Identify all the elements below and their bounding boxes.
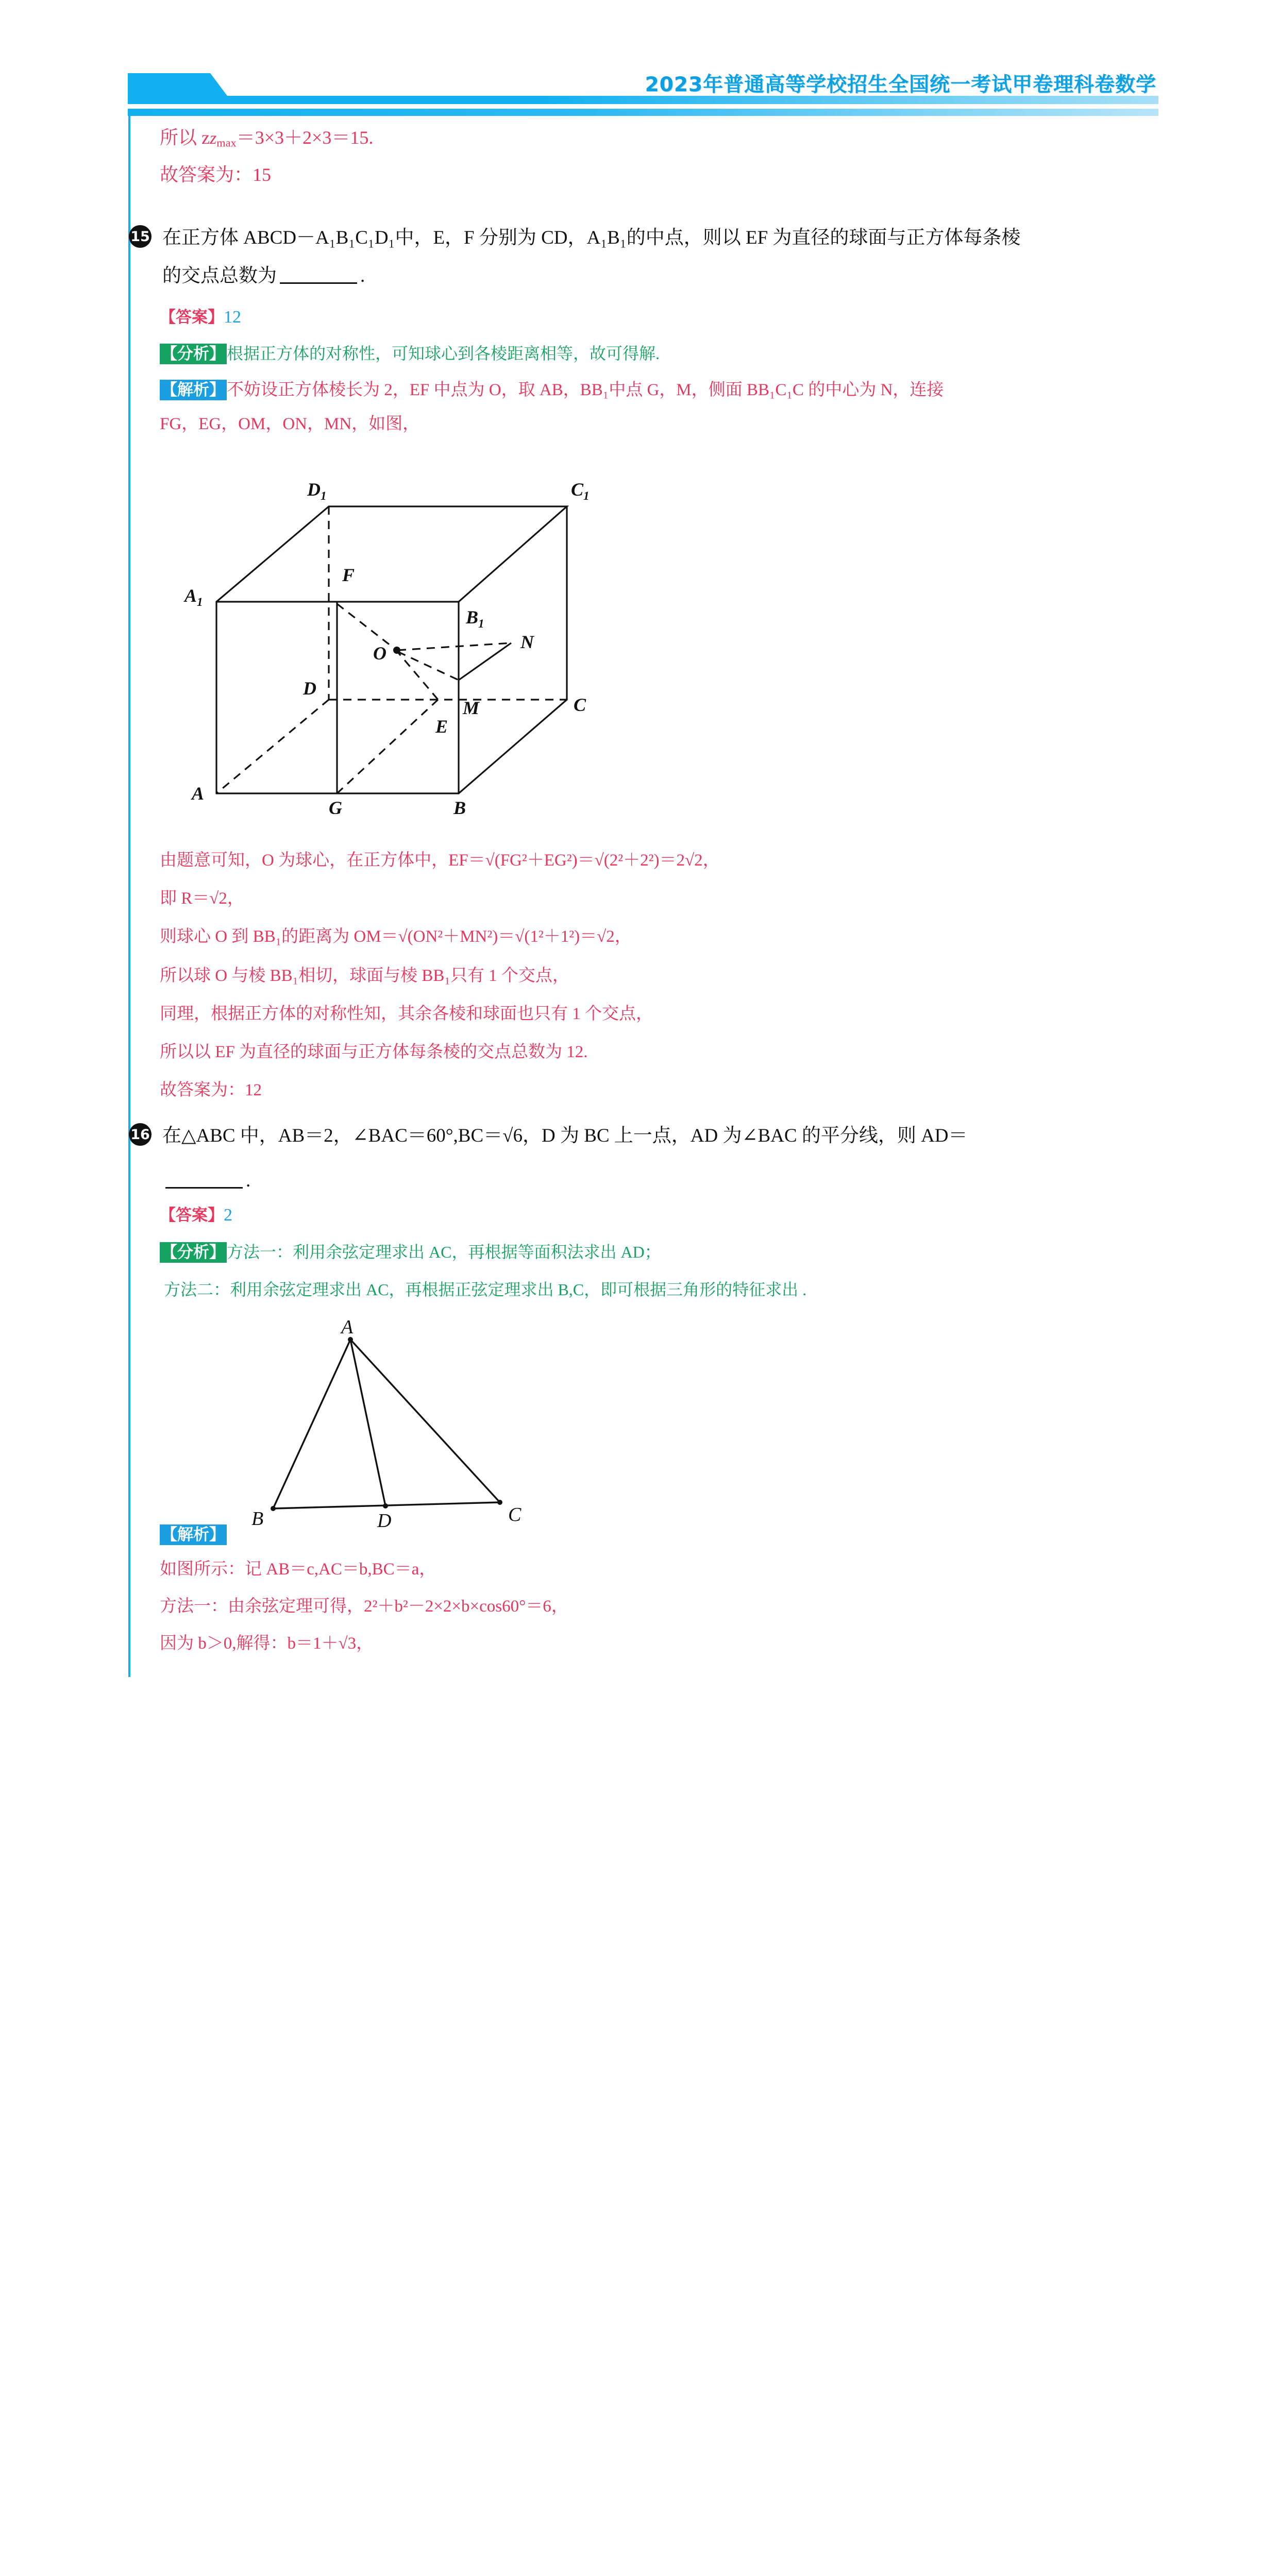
q16-answer-value: 2 (224, 1206, 232, 1225)
point-B-dot (271, 1506, 276, 1511)
label-G: G (329, 798, 342, 814)
label-C: C (508, 1504, 522, 1526)
label-M: M (463, 698, 480, 718)
label-A: A (192, 783, 205, 804)
q16-answer-row (160, 1206, 232, 1225)
carryover-text: 所以 z (160, 127, 210, 148)
q15-stem-suffix: . (360, 265, 365, 286)
q16-sol-line-3: 因为 b＞0,解得：b＝1＋√3， (160, 1634, 374, 1653)
q15-after-line-6: 所以以 EF 为直径的球面与正方体每条棱的交点总数为 12. (160, 1043, 588, 1061)
q16-sol-line-1: 如图所示：记 AB＝c,AC＝b,BC＝a， (160, 1560, 436, 1579)
label-D: D (377, 1510, 392, 1532)
q15-answer-value: 12 (224, 308, 241, 327)
label-C: C (574, 694, 586, 715)
label-O: O (373, 643, 386, 664)
q16-stem-line-2 (162, 1171, 250, 1192)
q16-solution-tag: 【解析】 (160, 1524, 227, 1545)
q15-analysis-row (160, 344, 660, 363)
carryover-line-2: 故答案为：15 (160, 164, 272, 185)
label-D: D (303, 678, 316, 699)
header-title: 2023年普通高等学校招生全国统一考试甲卷理科卷数学 (645, 73, 1156, 96)
q15-stem-line-2 (162, 266, 365, 287)
q15-after-line-2: 即 R＝√2， (160, 889, 244, 908)
triangle-diagram (227, 1319, 598, 1535)
q16-stem-line-1: 在△ABC 中，AB＝2，∠BAC＝60°,BC＝√6，D 为 BC 上一点，AD 为∠BAC 的平分线，则 AD＝ (162, 1125, 968, 1146)
q15-solution-row (160, 380, 944, 399)
q16-analysis-row (160, 1243, 661, 1262)
q15-analysis-tag: 【分析】 (160, 344, 227, 364)
q15-answer-blank[interactable] (280, 282, 357, 284)
carryover-subscript: max (216, 136, 237, 149)
label-F: F (342, 565, 355, 585)
question-number-16: 16 (129, 1123, 152, 1146)
q15-after-line-4: 所以球 O 与棱 BB₁相切，球面与棱 BB₁只有 1 个交点， (160, 967, 569, 985)
label-A1: $A_1$ (184, 585, 203, 608)
point-O-dot (393, 647, 400, 654)
question-number-15: 15 (129, 225, 152, 248)
q15-after-line-7: 故答案为：12 (160, 1081, 262, 1099)
q15-answer-row (160, 308, 241, 327)
carryover-rest: ＝3×3＋2×3＝15. (236, 127, 374, 148)
label-B1: $B_1$ (466, 607, 484, 630)
label-B: B (453, 798, 466, 814)
q15-stem-prefix: 的交点总数为 (162, 265, 277, 286)
page-footer (0, 1674, 1278, 1807)
point-C-dot (497, 1500, 502, 1505)
q16-stem-suffix: . (246, 1170, 251, 1191)
point-D-dot (383, 1503, 388, 1509)
q15-after-line-1: 由题意可知，O 为球心，在正方体中，EF＝√(FG²＋EG²)＝√(2²＋2²)＝2√2， (160, 851, 720, 870)
label-B: B (251, 1508, 264, 1530)
carryover-line-1: 所以 $zz_{max}=3\times 3+2\times 3=15$. (160, 127, 374, 149)
label-A: A (341, 1319, 354, 1338)
cube-diagram (165, 453, 660, 814)
label-D1: $D_1$ (307, 479, 327, 502)
q15-analysis-text: 根据正方体的对称性，可知球心到各棱距离相等，故可得解. (227, 344, 660, 363)
label-E: E (435, 716, 448, 737)
page-header (0, 0, 1278, 124)
q16-analysis-tag: 【分析】 (160, 1242, 227, 1263)
q15-answer-tag: 【答案】 (160, 308, 224, 327)
header-banner-thin-rule (128, 109, 1158, 116)
q15-solution-line-1: 不妨设正方体棱长为 2，EF 中点为 O，取 AB，BB₁中点 G，M，侧面 BB₁C₁C 的中心为 N，连接 (227, 381, 944, 399)
q16-answer-blank[interactable] (165, 1187, 243, 1189)
left-margin-rule (128, 116, 130, 1677)
q15-solution-line-2: FG，EG，OM，ON，MN，如图， (160, 415, 420, 433)
q16-solution-row (160, 1525, 227, 1544)
q15-after-line-3: 则球心 O 到 BB₁的距离为 OM＝√(ON²＋MN²)＝√(1²＋1²)＝√2， (160, 927, 632, 946)
label-C1: $C_1$ (571, 479, 590, 502)
q15-solution-tag: 【解析】 (160, 380, 227, 400)
triangle-diagram-svg (227, 1319, 598, 1535)
cube-diagram-svg (165, 453, 660, 814)
q15-after-line-5: 同理，根据正方体的对称性知，其余各棱和球面也只有 1 个交点， (160, 1005, 653, 1023)
q16-analysis-line-1: 方法一：利用余弦定理求出 AC，再根据等面积法求出 AD； (227, 1243, 661, 1261)
q16-answer-tag: 【答案】 (160, 1206, 224, 1225)
q16-analysis-line-2: 方法二：利用余弦定理求出 AC，再根据正弦定理求出 B,C，即可根据三角形的特征求出 . (164, 1280, 807, 1299)
label-N: N (520, 632, 534, 652)
q15-stem-line-1: 在正方体 ABCD－A₁B₁C₁D₁中，E，F 分别为 CD，A₁B₁的中点，则以 EF 为直径的球面与正方体每条棱 (162, 227, 1021, 248)
q16-sol-line-2: 方法一：由余弦定理可得，2²＋b²－2×2×b×cos60°＝6， (160, 1597, 568, 1616)
